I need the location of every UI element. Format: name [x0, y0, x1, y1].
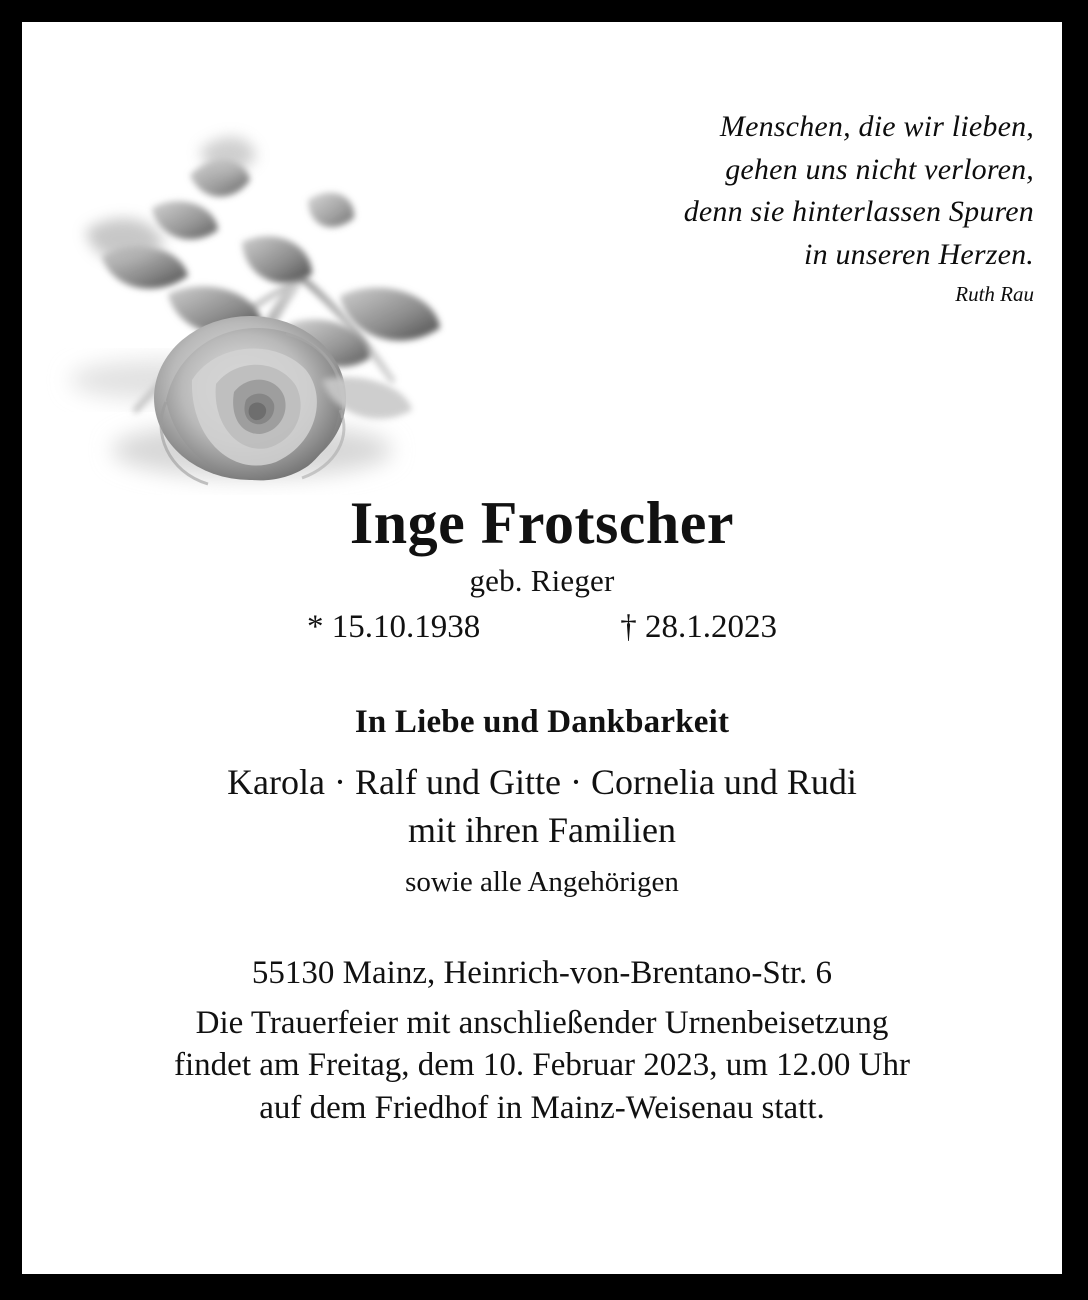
maiden-name: geb. Rieger — [469, 563, 615, 598]
relatives-line: sowie alle Angehörigen — [405, 866, 679, 899]
ceremony-line-3: auf dem Friedhof in Mainz-Weisenau statt. — [259, 1089, 825, 1126]
quote-line-4: in unseren Herzen. — [804, 237, 1034, 271]
deceased-name: Inge Frotscher — [349, 490, 735, 556]
quote-line-3: denn sie hinterlassen Spuren — [683, 195, 1034, 229]
life-dates — [22, 609, 1062, 646]
quote-line-2: gehen uns nicht verloren, — [725, 152, 1034, 186]
ceremony-line-1: Die Trauerfeier mit anschließender Urnenbeisetzung — [195, 1005, 889, 1042]
dedication-line: In Liebe und Dankbarkeit — [354, 704, 730, 740]
obituary-main-block — [22, 492, 1062, 1129]
quote-author: Ruth Rau — [955, 282, 1034, 307]
family-names: Karola · Ralf und Gitte · Cornelia und Rudi — [227, 762, 857, 802]
family-second-line: mit ihren Familien — [408, 809, 676, 850]
ceremony-info — [22, 1002, 1062, 1129]
ceremony-line-2: findet am Freitag, dem 10. Februar 2023, um 12.00 Uhr — [174, 1047, 910, 1084]
rose-photo — [40, 80, 470, 500]
birth-date: * 15.10.1938 — [307, 609, 481, 645]
address-line: 55130 Mainz, Heinrich-von-Brentano-Str. 6 — [251, 955, 833, 992]
death-date: † 28.1.2023 — [620, 609, 777, 645]
quote-block — [514, 106, 1034, 307]
obituary-card — [22, 22, 1062, 1274]
quote-line-1: Menschen, die wir lieben, — [719, 110, 1034, 143]
